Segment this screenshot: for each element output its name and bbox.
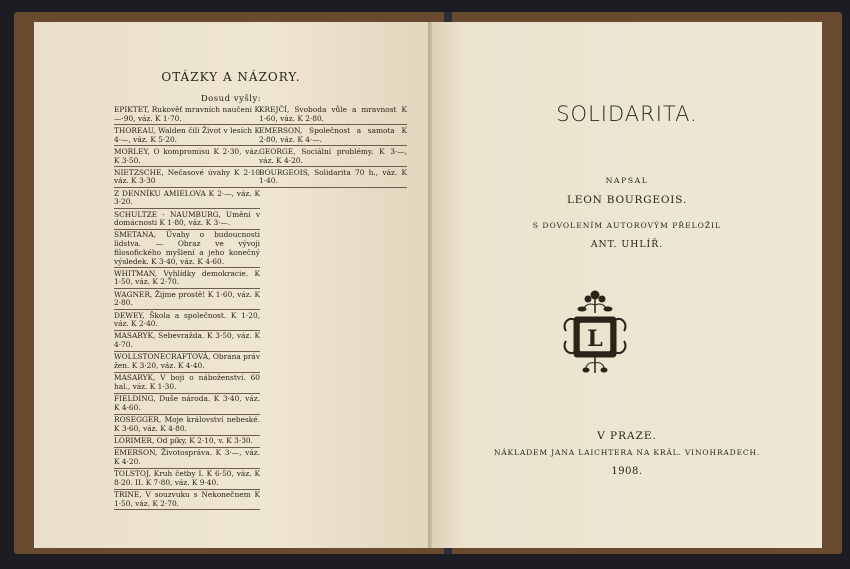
book-list-entry: MASARYK, Sebevražda. K 3·50, váz. K 4·70. xyxy=(114,332,260,351)
author-name: LEON BOURGEOIS. xyxy=(566,194,687,206)
book-list-entry: DEWEY, Škola a společnost. K 1·20, váz. K 2·40. xyxy=(114,312,260,331)
publisher-line: NÁKLADEM JANA LAICHTERA NA KRÁL. VINOHRADECH. xyxy=(493,448,761,457)
book-list-entry: SMETANA, Úvahy o budoucnosti lidstva. — Obraz ve vývoji filosofického myšlení a jeho konečný výsledek. K 3·40, váz. K 4·60. xyxy=(114,231,260,268)
book-list-entry: NIETZSCHE, Nečasové úvahy K 2·10 váz. K 3·30 xyxy=(114,169,260,188)
book-list-entry: FIELDING, Duše národa. K 3·40, váz. K 4·60. xyxy=(114,395,260,414)
series-subtitle: Dosud vyšly: xyxy=(200,94,262,104)
book-list-entry: MASARYK, V boji o náboženství. 60 hal., váz. K 1·30. xyxy=(114,374,260,393)
napsal-label: NAPSAL xyxy=(605,176,649,185)
publisher-emblem-icon xyxy=(562,287,628,375)
book-list-entry: LORIMER, Od píky, K 2·10, v. K 3·30. xyxy=(114,437,260,448)
book-list-entry: ROSEGGER, Moje království nebeské. K 3·60, váz. K 4·80. xyxy=(114,416,260,435)
publication-city: V PRAZE. xyxy=(597,430,657,442)
right-page xyxy=(432,22,822,548)
book-list-entry: WOLLSTONECRAFTOVÁ, Obrana práv žen. K 3·20, váz. K 4·40. xyxy=(114,353,260,372)
book-list-entry: MORLEY, O kompromisu K 2·30, váz. K 3·50. xyxy=(114,148,260,167)
book-list-entry: EMERSON, Životospráva. K 3·—, váz. K 4·20. xyxy=(114,449,260,468)
book-list-entry: TOLSTOJ, Kruh četby I. K 6·50, váz. K 8·20. II. K 7·80, váz. K 9·40. xyxy=(114,470,260,489)
book-list-entry: KREJČÍ, Svoboda vůle a mravnost K 1·60, váz. K 2·80. xyxy=(259,106,407,125)
book-list-entry: Z DENNÍKU AMIELOVA K 2·—, váz. K 3·20. xyxy=(114,190,260,209)
book-list-entry: EPIKTET, Rukověť mravních naučení K —·90, váz. K 1·70. xyxy=(114,106,260,125)
book-list-entry: WHITMAN, Vyhlídky demokracie. K 1·50, váz. K 2·70. xyxy=(114,270,260,289)
book-title: SOLIDARITA. xyxy=(556,102,698,126)
translation-permission: S DOVOLENÍM AUTOROVÝM PŘELOŽIL xyxy=(532,221,722,230)
book-list-entry: GEORGE, Sociální problémy. K 3·—, váz. K 4·20. xyxy=(259,148,407,167)
book-list-column-2 xyxy=(259,106,407,190)
book-list-entry: SCHULTZE - NAUMBURG, Umění v domácnosti K 1·80, váz. K 3·—. xyxy=(114,211,260,230)
publication-year: 1908. xyxy=(611,466,643,477)
translator-name: ANT. UHLÍŘ. xyxy=(590,239,664,250)
emblem-letter: L xyxy=(587,326,603,352)
book-list-entry: EMERSON, Společnost a samota K 2·80, váz. K 4·—. xyxy=(259,127,407,146)
book-list-entry: WAGNER, Žijme prostě! K 1·60, váz. K 2·80. xyxy=(114,291,260,310)
book-list-entry: TRINE, V souzvuku s Nekonečnem K 1·50, váz. K 2·70. xyxy=(114,491,260,510)
book-list-column-1 xyxy=(114,106,260,512)
left-page xyxy=(34,22,428,548)
book-list-entry: BOURGEOIS, Solidarita 70 h., váz. K 1·40. xyxy=(259,169,407,188)
series-title: OTÁZKY A NÁZORY. xyxy=(161,70,301,84)
book-list-entry: THOREAU, Walden čili Život v lesích K 4·—, váz. K 5·20. xyxy=(114,127,260,146)
